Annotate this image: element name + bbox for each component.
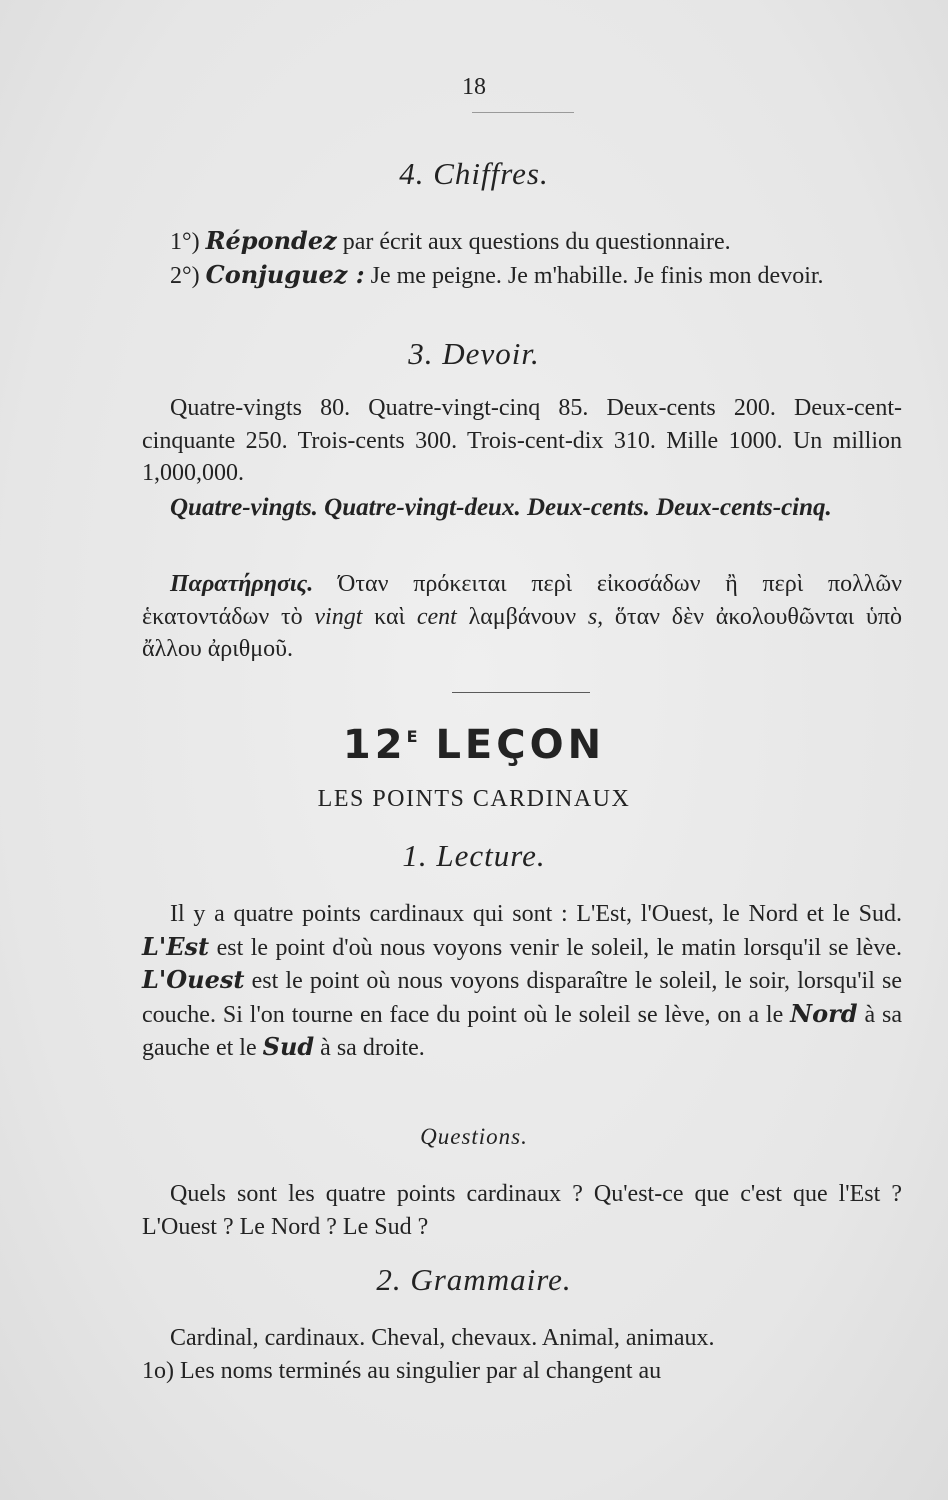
greek-note-text-2: καὶ xyxy=(374,603,406,630)
lesson-number: 12 xyxy=(342,722,407,768)
greek-note-text-1: Όταν πρόκειται περὶ εἰκοσάδων ἢ περὶ πολλῶν ἑκατοντάδων τὸ xyxy=(142,571,903,630)
exercise-1-label: Répondez xyxy=(205,226,337,255)
questions-heading: Questions. xyxy=(420,1124,528,1149)
italic-numbers-line: Quatre-vingts. Quatre-vingt-deux. Deux-cents. Deux-cents-cinq. xyxy=(170,494,832,521)
greek-note-text-4: ὅταν δὲν ἀκολουθῶνται ὑπὸ ἄλλου ἀριθμοῦ. xyxy=(142,603,903,662)
greek-note-word-cent: cent xyxy=(416,603,457,630)
section-divider xyxy=(452,692,590,693)
italic-numbers-paragraph xyxy=(142,492,902,525)
exercise-2-label: Conjuguez : xyxy=(205,259,365,289)
greek-note-paragraph xyxy=(142,568,902,666)
lesson-subtitle: LES POINTS CARDINAUX xyxy=(317,786,631,812)
reading-text-2: est le point d'où nous voyons venir le soleil, le matin lorsqu'il se lève. xyxy=(216,934,902,961)
reading-word-est: L'Est xyxy=(142,931,210,961)
exercise-2-number: 2°) xyxy=(170,262,200,289)
reading-word-nord: Nord xyxy=(790,998,858,1028)
reading-text-5: à sa droite. xyxy=(320,1035,425,1061)
numbers-paragraph: Quatre-vingts 80. Quatre-vingt-cinq 85. Deux-cents 200. Deux-cent-cinquante 250. Trois-cents 300. Trois-cent-dix 310. Mille 1000. Un million 1,000,000. xyxy=(142,395,902,486)
section-heading-grammaire: 2. Grammaire. xyxy=(376,1262,572,1297)
reading-text-4: à sa gauche et le xyxy=(142,1001,902,1061)
reading-text-1: Il y a quatre points cardinaux qui sont : L'Est, l'Ouest, le Nord et le Sud. xyxy=(170,901,902,927)
section-heading-lecture: 1. Lecture. xyxy=(402,838,546,873)
greek-note-word-s: s, xyxy=(587,603,604,630)
lesson-word: LEÇON xyxy=(435,722,606,768)
greek-note-label: Παρατήρησις. xyxy=(170,571,314,597)
exercise-1-text: par écrit aux questions du questionnaire. xyxy=(342,229,731,255)
section-heading-chiffres: 4. Chiffres. xyxy=(399,156,549,191)
exercise-1-number: 1°) xyxy=(170,229,200,255)
greek-note-text-3: λαμβάνουν xyxy=(468,603,577,630)
grammar-line-1: Cardinal, cardinaux. Cheval, chevaux. Animal, animaux. xyxy=(170,1325,715,1351)
lesson-number-sup: E xyxy=(406,727,418,746)
grammar-rule-text: Les noms terminés au singulier par al changent au xyxy=(180,1357,662,1384)
reading-word-ouest: L'Ouest xyxy=(142,965,245,994)
greek-note-word-vingt: vingt xyxy=(314,603,363,630)
questions-paragraph: Quels sont les quatre points cardinaux ? Qu'est-ce que c'est que l'Est ? L'Ouest ? Le Nord ? Le Sud ? xyxy=(142,1181,902,1240)
exercise-2-text: Je me peigne. Je m'habille. Je finis mon devoir. xyxy=(370,262,824,289)
section-heading-devoir: 3. Devoir. xyxy=(408,336,540,371)
reading-text-3: est le point où nous voyons disparaître le soleil, le soir, lorsqu'il se couche. Si l'on tourne en face du point où le soleil se lève, on a le xyxy=(142,968,903,1028)
grammar-rule-number: 1o) xyxy=(142,1357,174,1384)
reading-paragraph xyxy=(142,898,902,1065)
page-number-rule xyxy=(472,112,574,113)
grammar-paragraph xyxy=(142,1322,902,1387)
page-number: 18 xyxy=(462,74,486,100)
exercise-paragraph xyxy=(142,225,902,292)
reading-word-sud: Sud xyxy=(262,1032,315,1061)
lesson-title xyxy=(0,722,948,768)
